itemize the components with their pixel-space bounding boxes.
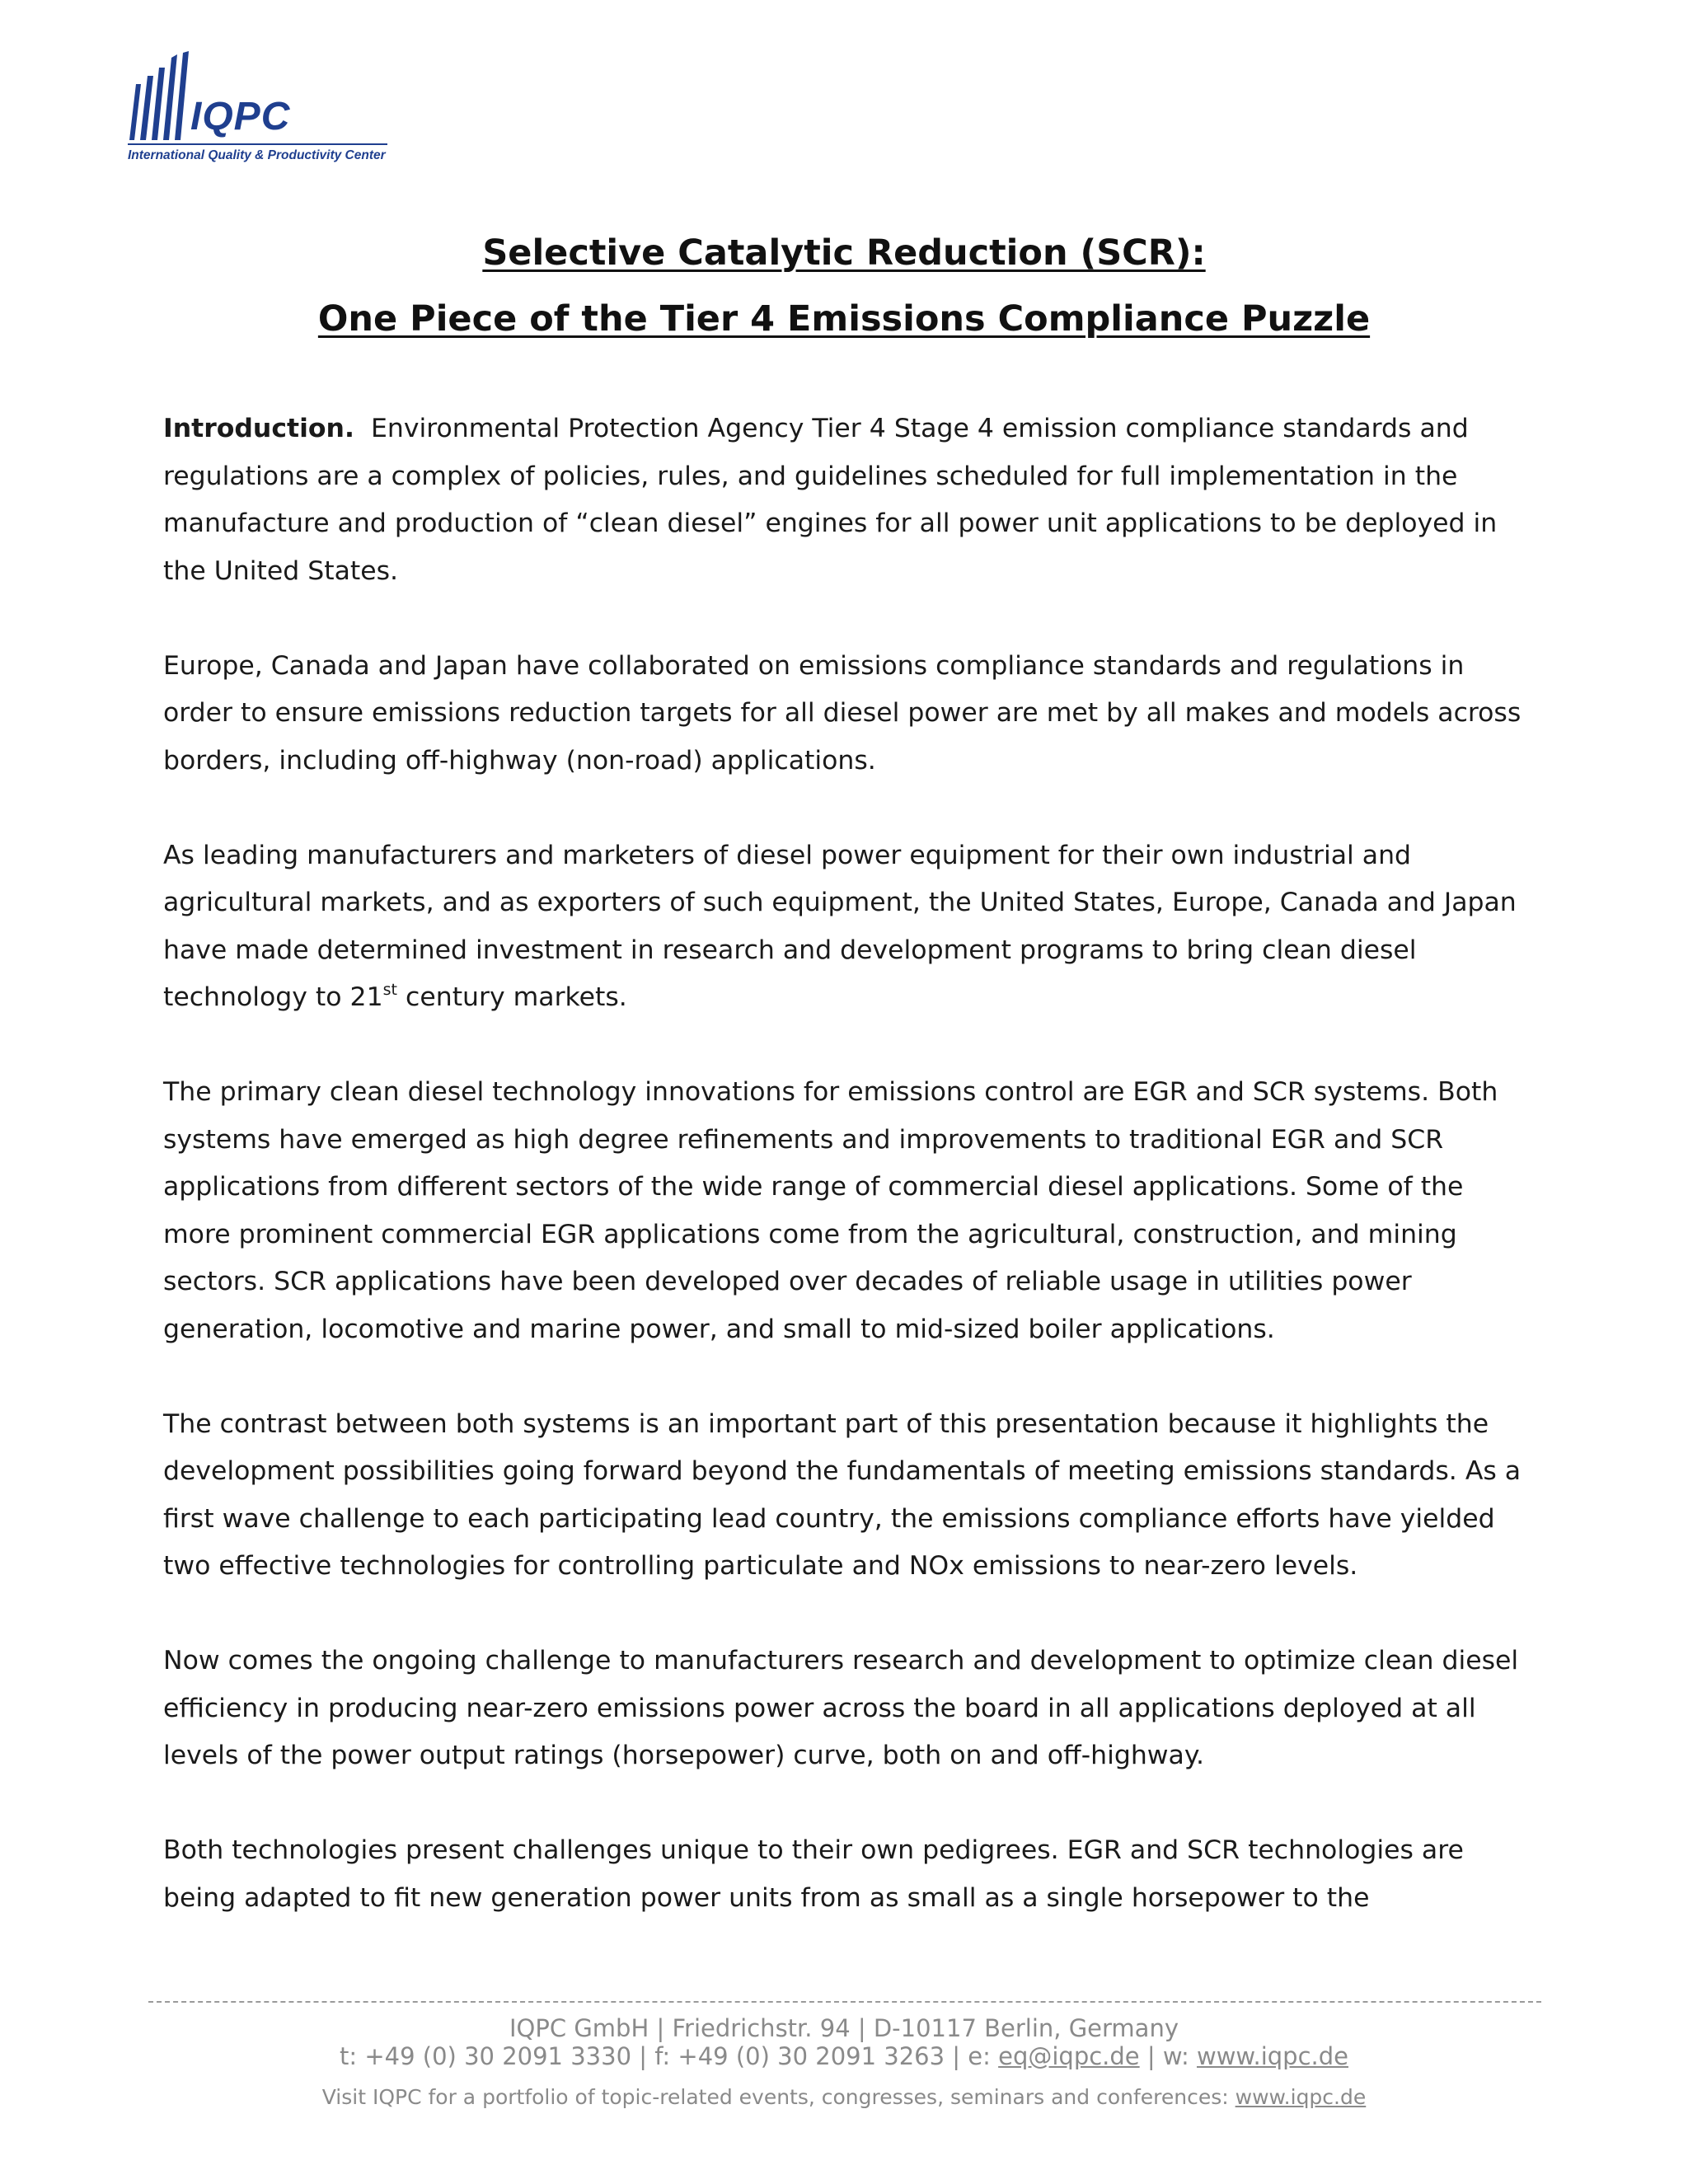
intro-lead: Introduction. [163,414,354,443]
footer-email-link[interactable]: eq@iqpc.de [998,2042,1140,2070]
logo-name: IQPC [190,95,291,138]
paragraph-5: The contrast between both systems is an important part of this presentation because it highlights the development possibilities going forward beyond the fundamentals of meeting emissions standards. As a first wave challenge to each participating lead country, the emissions compliance efforts have yielded two effective technologies for controlling particulate and NOx emissions to near-zero levels. [163,1408,1522,1581]
paragraph-4: The primary clean diesel technology innovations for emissions control are EGR and SCR systems. Both systems have emerged as high degree refinements and improvements to traditional EGR and SCR applications from different sectors of the wide range of commercial diesel applications. Some of the more prominent commercial EGR applications come from the agricultural, construction, and mining sectors. SCR applications have been developed over decades of reliable usage in utilities power generation, locomotive and marine power, and small to mid-sized boiler applications. [163,1077,1498,1344]
p3-text: As leading manufacturers and marketers of diesel power equipment for their own industrial and agricultural markets, and as exporters of such equipment, the United States, Europe, Canada and Japan have made determined investment in research and development programs to bring clean diesel technology to 21 [163,840,1517,1012]
body-text [163,405,1531,1922]
logo-tagline: International Quality & Productivity Center [128,148,386,162]
footer-visit-text: Visit IQPC for a portfolio of topic-related events, congresses, seminars and conferences: [321,2085,1236,2109]
paragraph-intro [163,405,1531,595]
footer-contact-mid: | w: [1139,2042,1197,2070]
footer-visit-link[interactable]: www.iqpc.de [1235,2085,1367,2109]
logo-bars-icon [128,51,194,142]
footer-contact [0,2042,1688,2070]
footer-contact-prefix: t: +49 (0) 30 2091 3330 | f: +49 (0) 30 2091 3263 | e: [340,2042,999,2070]
logo-rule [128,143,387,145]
intro-text: Environmental Protection Agency Tier 4 Stage 4 emission compliance standards and regulations are a complex of policies, rules, and guidelines scheduled for full implementation in the manufacture and production of “clean diesel” engines for all power unit applications to be deployed in the United States. [163,414,1498,586]
title-line-1: Selective Catalytic Reduction (SCR): [482,232,1206,274]
iqpc-logo [128,51,408,175]
paragraph-2: Europe, Canada and Japan have collaborated on emissions compliance standards and regulations in order to ensure emissions reduction targets for all diesel power are met by all makes and models across borders, including off-highway (non-road) applications. [163,650,1522,776]
footer-visit [0,2085,1688,2109]
footer-divider [148,2001,1541,2003]
paragraph-7: Both technologies present challenges unique to their own pedigrees. EGR and SCR technologies are being adapted to fit new generation power units from as small as a single horsepower to the [163,1835,1464,1913]
p3-text-end: century markets. [397,982,627,1012]
paragraph-6: Now comes the ongoing challenge to manufacturers research and development to optimize clean diesel efficiency in producing near-zero emissions power across the board in all applications deployed at all levels of the power output ratings (horsepower) curve, both on and off-highway. [163,1646,1519,1770]
paragraph-3 [163,832,1531,1022]
footer-website-link[interactable]: www.iqpc.de [1196,2042,1348,2070]
footer-address: IQPC GmbH | Friedrichstr. 94 | D-10117 Berlin, Germany [509,2014,1179,2042]
p3-superscript: st [382,981,398,999]
title-line-2: One Piece of the Tier 4 Emissions Compliance Puzzle [317,298,1371,340]
